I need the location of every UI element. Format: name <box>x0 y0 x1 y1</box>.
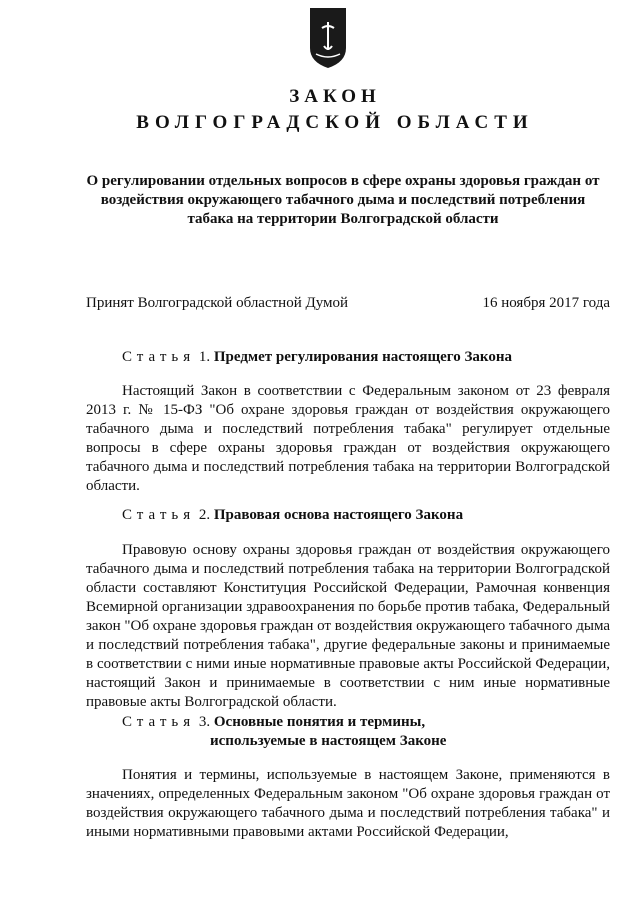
article-number: 3. <box>198 714 211 730</box>
article-1-heading <box>122 348 610 367</box>
article-word: Статья <box>122 714 196 730</box>
adoption-date: 16 ноября 2017 года <box>482 295 610 311</box>
article-number: 1. <box>198 349 211 365</box>
volgograd-coat-of-arms-icon <box>306 4 350 70</box>
article-word: Статья <box>122 507 196 523</box>
article-3-heading <box>122 713 610 751</box>
article-2-text: Правовую основу охраны здоровья граждан от воздействия окружающего табачного дыма и последствий потребления табака на территории Волгоградской области составляют Конституция Российской Федерации, Рамочная конвенция Всемирной организации здравоохранения по борьбе против табака, Федеральный закон "Об охране здоровья граждан от воздействия окружающего табачного дыма и последствий потребления табака", другие федеральные законы и принимаемые в соответствии с ними иные нормативные правовые акты Российской Федерации, настоящий Закон и принимаемые в соответствии с ним иные нормативные правовые акты Волгоградской области. <box>86 542 610 710</box>
law-subject-title: О регулировании отдельных вопросов в сфере охраны здоровья граждан от воздействия окружающего табачного дыма и последствий потребления табака на территории Волгоградской области <box>86 173 600 227</box>
article-title: Предмет регулирования настоящего Закона <box>213 349 512 365</box>
article-1-text: Настоящий Закон в соответствии с Федеральным законом от 23 февраля 2013 г. № 15-ФЗ "Об охране здоровья граждан от воздействия окружающего табачного дыма и последствий потребления табака" регулирует отдельные вопросы в сфере охраны здоровья граждан от воздействия окружающего табачного дыма и последствий потребления табака на территории Волгоградской области. <box>86 383 610 494</box>
document-type-title: ЗАКОН <box>289 86 381 107</box>
article-3-text: Понятия и термины, используемые в настоящем Законе, применяются в значениях, определенных Федеральным законом "Об охране здоровья граждан от воздействия окружающего табачного дыма и последствий потребления табака" и иными нормативными правовыми актами Российской Федерации, <box>86 767 610 840</box>
article-number: 2. <box>198 507 211 523</box>
article-word: Статья <box>122 349 196 365</box>
article-2-heading <box>122 506 610 525</box>
adopted-by: Принят Волгоградской областной Думой <box>86 295 349 311</box>
article-title-continued: используемые в настоящем Законе <box>210 733 447 749</box>
article-title: Правовая основа настоящего Закона <box>213 507 464 523</box>
document-region-title: ВОЛГОГРАДСКОЙ ОБЛАСТИ <box>136 112 534 133</box>
article-title: Основные понятия и термины, <box>213 714 426 730</box>
